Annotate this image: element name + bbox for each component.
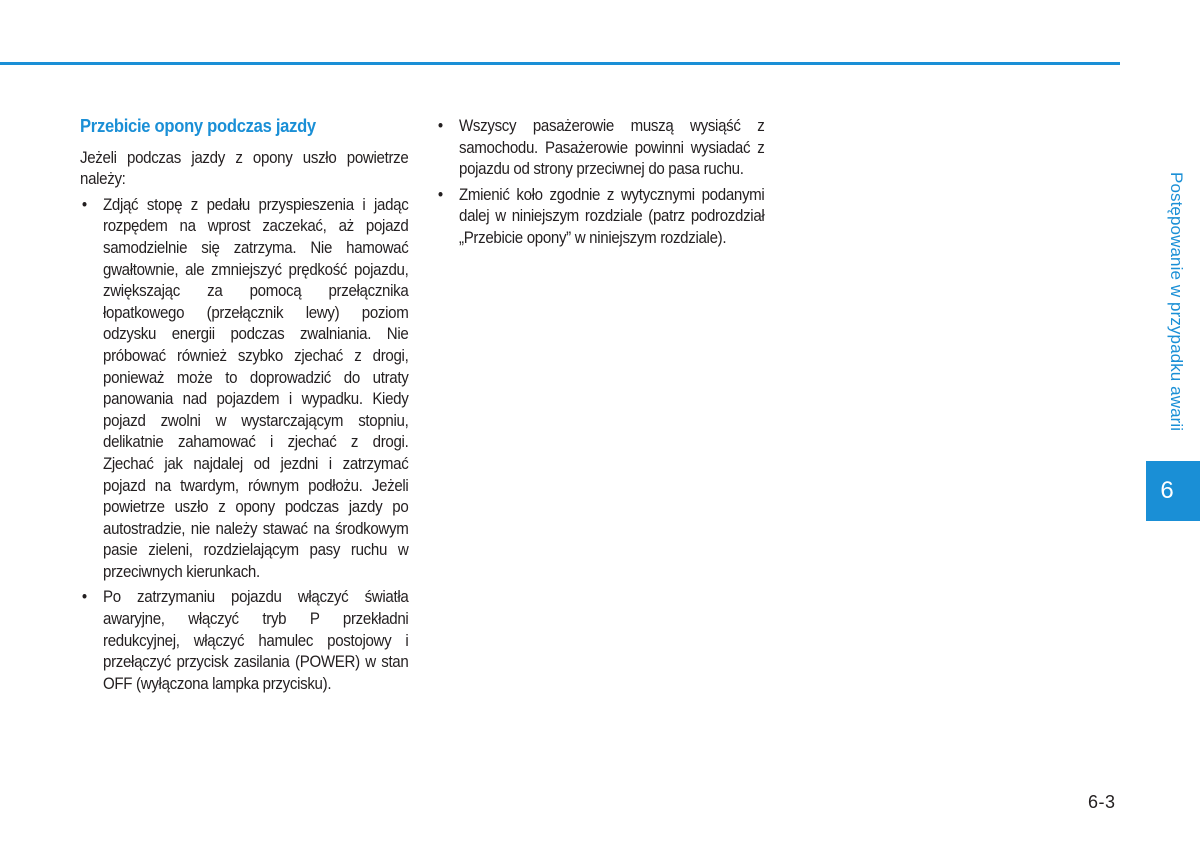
list-item-text: Zmienić koło zgodnie z wytycznymi podanymi dalej w niniejszym rozdziale (patrz podrozdział „Przebicie opony” w niniejszym rozdziale). — [459, 185, 765, 247]
right-column — [436, 116, 764, 254]
list-item-text: Po zatrzymaniu pojazdu włączyć światła awaryjne, włączyć tryb P przekładni redukcyjnej, włączyć hamulec postojowy i przełączyć przycisk zasilania (POWER) w stan OFF (wyłączona lampka przycisku). — [103, 588, 409, 693]
list-item — [80, 195, 408, 584]
bullet-icon: • — [81, 588, 87, 607]
list-item — [436, 185, 764, 250]
list-item — [80, 587, 408, 695]
section-title: Przebicie opony podczas jazdy — [80, 116, 316, 136]
bullet-icon: • — [81, 195, 87, 214]
page-number: 6-3 — [1088, 792, 1116, 812]
bullet-icon: • — [437, 117, 443, 135]
bullet-icon: • — [437, 185, 443, 204]
right-bullet-list — [436, 116, 764, 250]
intro-paragraph: Jeżeli podczas jazdy z opony uszło powietrze należy: — [80, 148, 409, 189]
list-item — [436, 116, 764, 181]
list-item-text: Zdjąć stopę z pedału przyspieszenia i jadąc rozpędem na wprost zaczekać, aż pojazd samodzielnie się zatrzyma. Nie hamować gwałtownie, ale zmniejszyć prędkość pojazdu, zwiększając za pomocą przełącznika łopatkowego (przełącznik lewy) poziom odzysku energii podczas zwalniania. Nie próbować również szybko zjechać z drogi, ponieważ może to doprowadzić do utraty panowania nad pojazdem i wypadku. Kiedy pojazd zwolni w wystarczającym stopniu, delikatnie zahamować i zjechać z drogi. Zjechać jak najdalej od jezdni i zatrzymać pojazd na twardym, równym podłożu. Jeżeli powietrze uszło z opony podczas jazdy po autostradzie, nie należy stawać na środkowym pasie zieleni, rozdzielającym pasy ruchu w przeciwnych kierunkach. — [103, 195, 409, 581]
list-item-text: Wszyscy pasażerowie muszą wysiąść z samochodu. Pasażerowie powinni wysiadać z pojazdu od strony przeciwnej do pasa ruchu. — [459, 117, 765, 179]
chapter-number: 6 — [1160, 477, 1174, 504]
chapter-tab — [1146, 461, 1200, 521]
left-bullet-list — [80, 195, 408, 696]
chapter-side-title: Postępowanie w przypadku awarii — [1167, 172, 1186, 432]
left-column — [80, 116, 408, 699]
header-rule — [0, 62, 1120, 65]
